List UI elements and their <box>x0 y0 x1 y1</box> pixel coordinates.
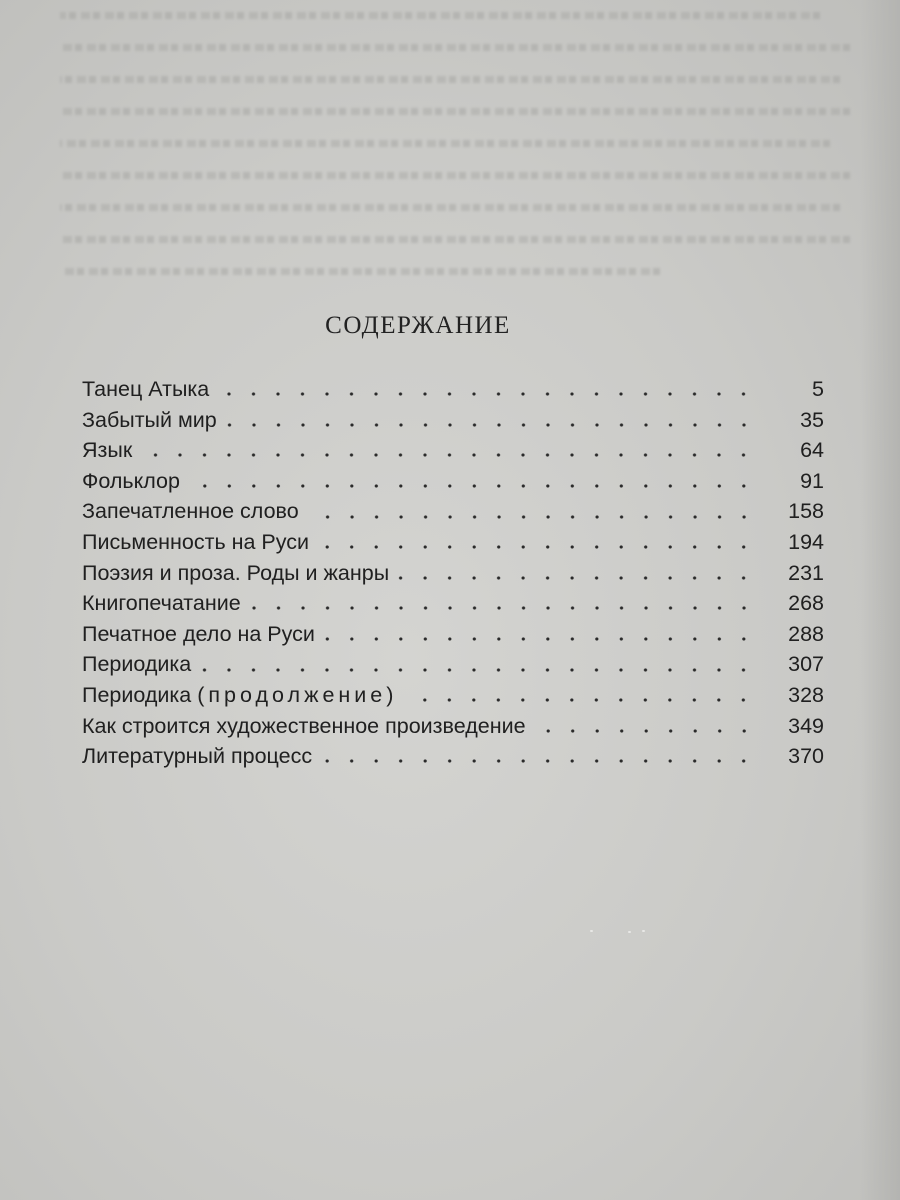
toc-entry-page: 231 <box>788 560 824 585</box>
toc-entry-page: 268 <box>788 591 824 616</box>
toc-entry <box>82 711 824 742</box>
toc-entry-title: Забытый мир <box>82 407 217 432</box>
toc-entry-page: 194 <box>788 529 824 554</box>
toc-entry-title: Запечатленное слово <box>82 499 299 524</box>
toc-entry-title: Как строится художественное произведение <box>82 713 526 738</box>
dot-leader <box>307 514 756 520</box>
toc-entry-page: 307 <box>788 652 824 677</box>
paper-speck <box>590 930 593 932</box>
paper-speck <box>642 930 645 932</box>
page-edge-shadow <box>860 0 900 1200</box>
paper-speck <box>628 931 631 933</box>
toc-entry-title-main: Периодика <box>82 682 192 707</box>
toc-entry-title: Язык <box>82 438 133 463</box>
toc-entry-page: 370 <box>788 744 824 769</box>
toc-entry-page: 288 <box>788 621 824 646</box>
toc-entry <box>82 405 824 436</box>
toc-entry-page: 328 <box>788 682 824 707</box>
dot-leader <box>140 452 756 458</box>
toc-entry <box>82 466 824 497</box>
dot-leader <box>397 575 756 581</box>
dot-leader <box>323 636 756 642</box>
contents-heading: СОДЕРЖАНИЕ <box>325 312 511 339</box>
dot-leader <box>317 544 756 550</box>
dot-leader <box>199 667 756 673</box>
toc-entry-page: 35 <box>800 407 824 432</box>
toc-entry <box>82 588 824 619</box>
dot-leader <box>225 422 756 428</box>
toc-entry-title: Фольклор <box>82 468 180 493</box>
toc-entry-title: Книгопечатание <box>82 591 241 616</box>
toc-entry-page: 91 <box>800 468 824 493</box>
toc-entry-page: 349 <box>788 713 824 738</box>
toc-entry <box>82 496 824 527</box>
toc-entry-page: 5 <box>812 377 824 401</box>
toc-entry <box>82 680 824 711</box>
show-through-text <box>40 0 840 300</box>
toc-entry-title: Письменность на Руси <box>82 529 310 554</box>
dot-leader <box>249 605 756 611</box>
toc-entry <box>82 741 824 772</box>
toc-entry <box>82 374 824 405</box>
toc-entry-page: 64 <box>800 438 824 463</box>
toc-entry <box>82 649 824 680</box>
toc-entry-title <box>82 680 405 711</box>
toc-entry-title: Печатное дело на Руси <box>82 621 315 646</box>
dot-leader <box>405 697 756 703</box>
table-of-contents <box>82 374 824 772</box>
toc-entry <box>82 527 824 558</box>
toc-entry-title: Литературный процесс <box>82 744 313 769</box>
toc-entry-title: Танец Атыка <box>82 377 210 401</box>
dot-leader <box>534 728 756 734</box>
toc-entry-title: Периодика <box>82 652 192 677</box>
dot-leader <box>320 758 756 764</box>
dot-leader <box>188 483 756 489</box>
toc-entry <box>82 619 824 650</box>
dot-leader <box>217 391 756 397</box>
toc-entry-title-subtitle: (продолжение) <box>197 682 398 707</box>
toc-entry <box>82 435 824 466</box>
toc-entry <box>82 558 824 589</box>
toc-entry-title: Поэзия и проза. Роды и жанры <box>82 560 390 585</box>
toc-entry-page: 158 <box>788 499 824 524</box>
